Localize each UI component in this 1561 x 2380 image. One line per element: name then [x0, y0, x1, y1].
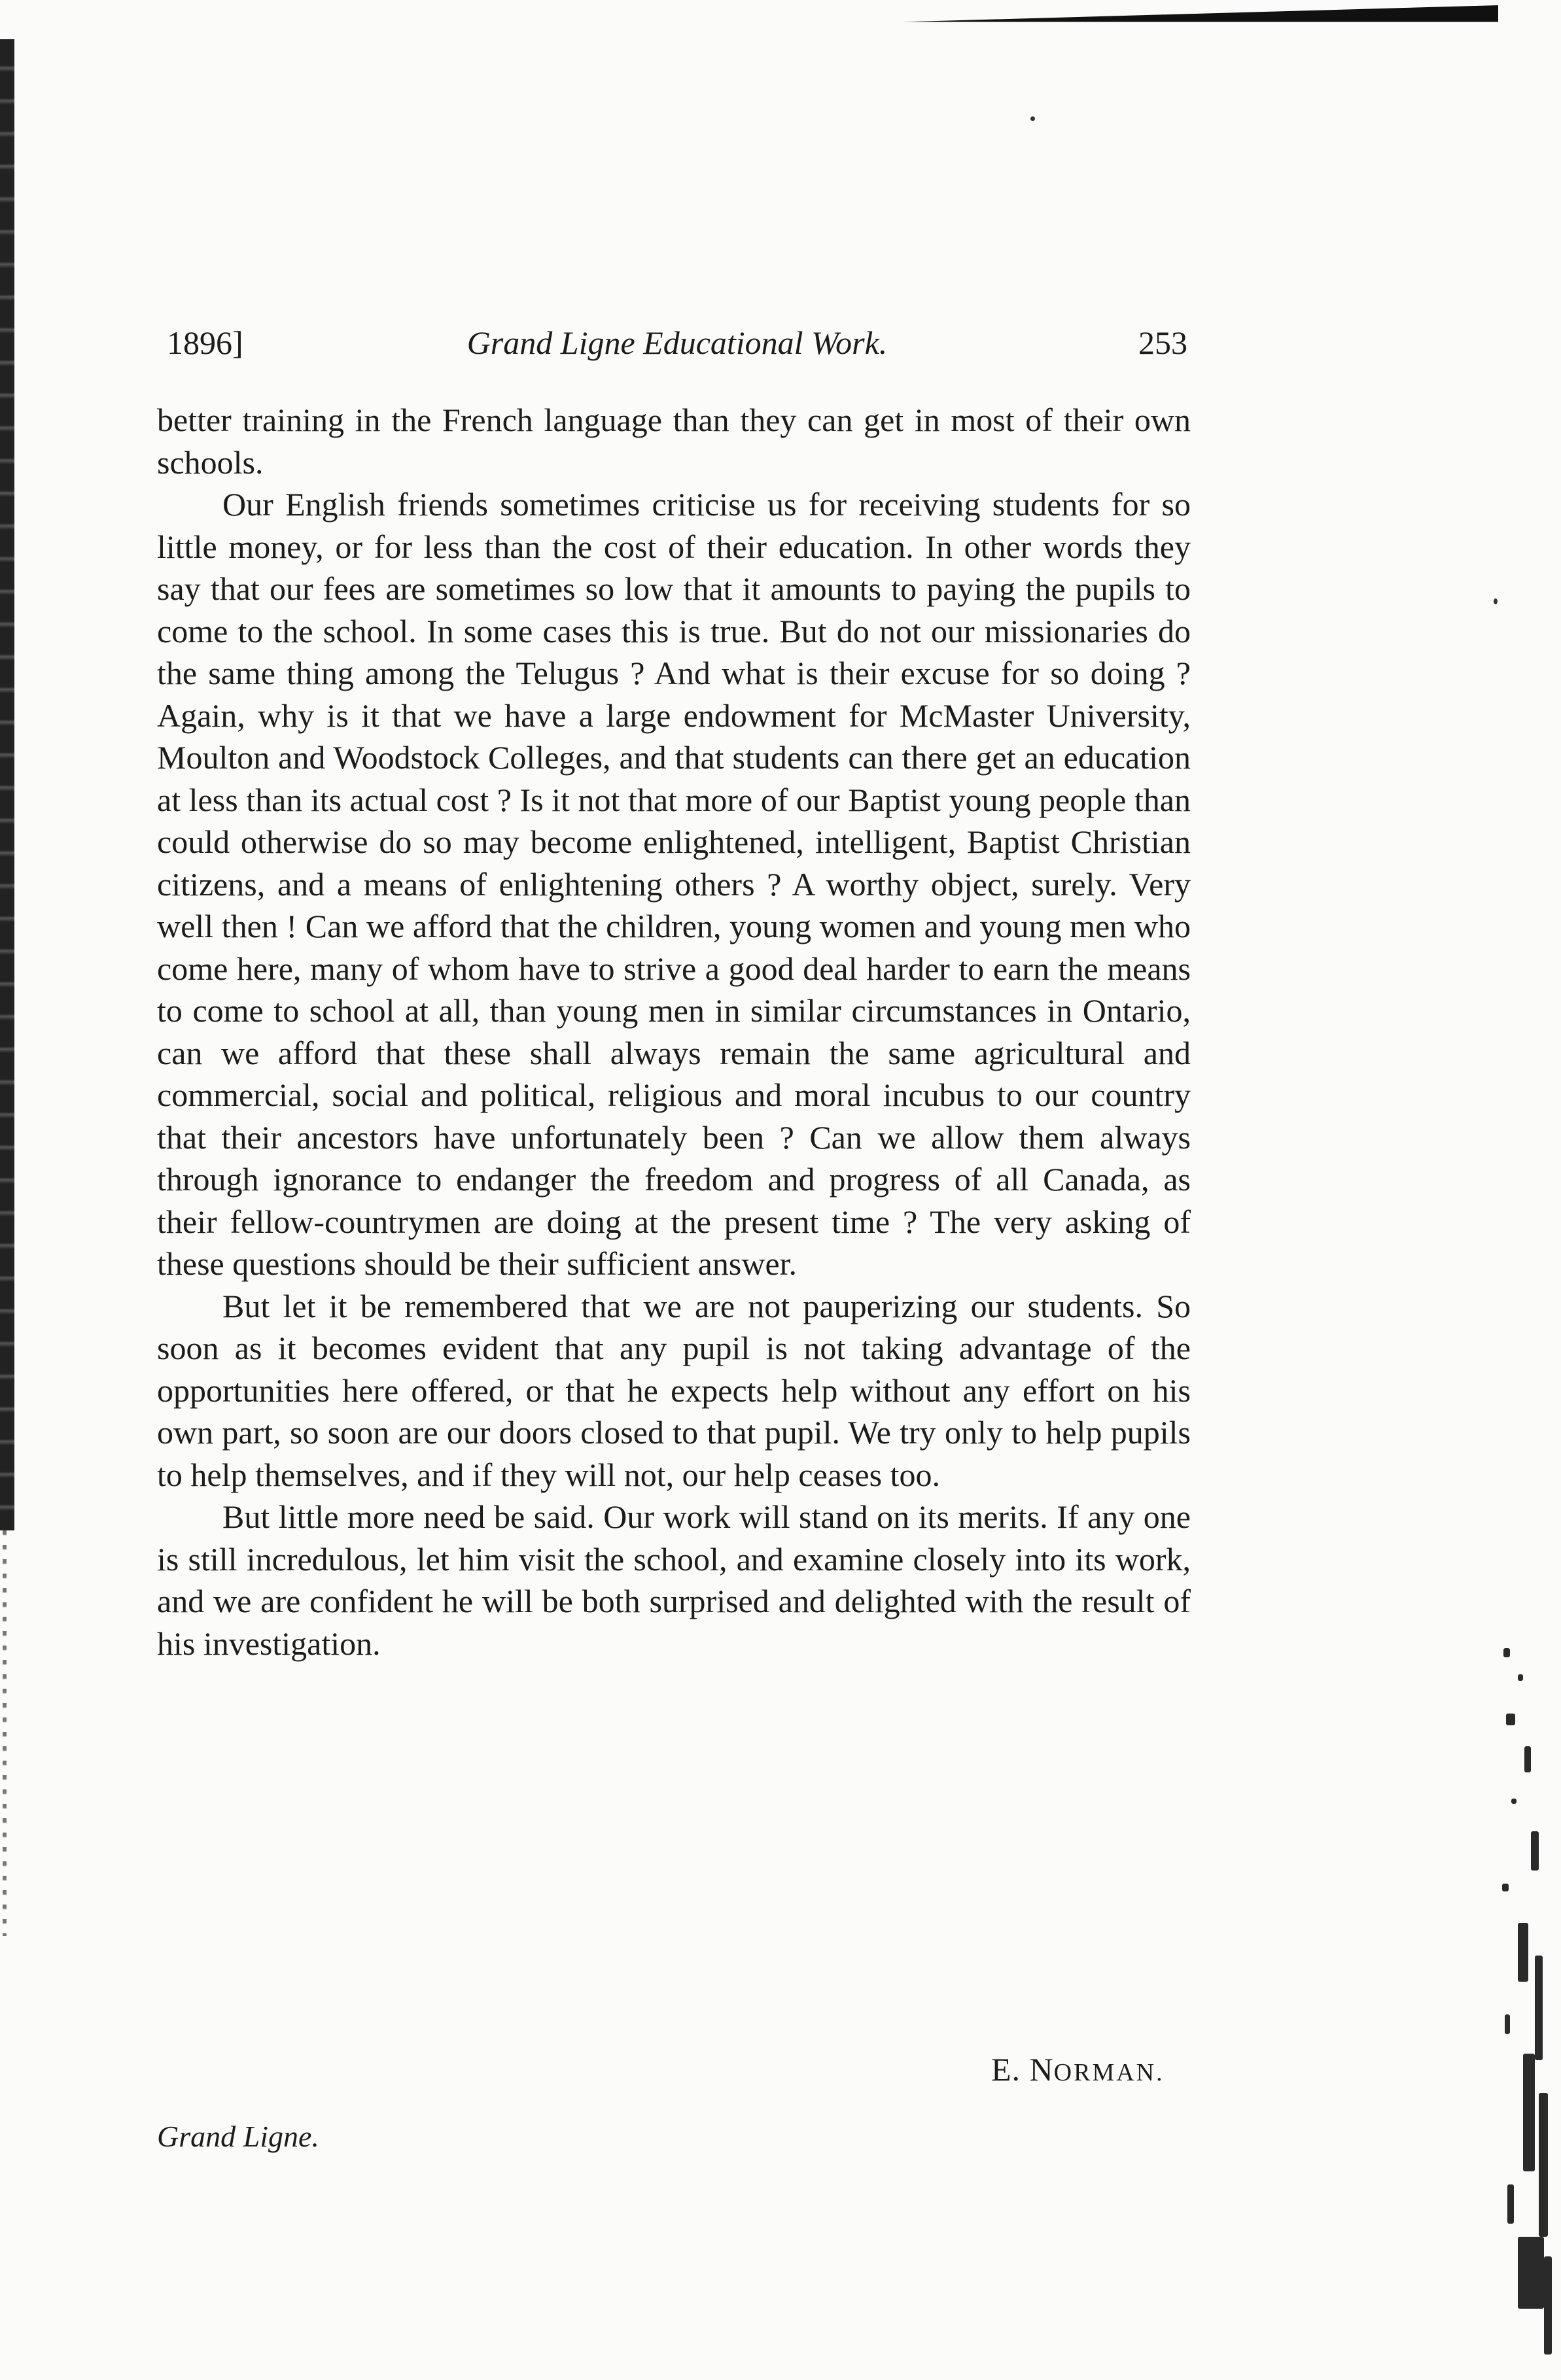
signature-surname: ORMAN.	[1053, 2059, 1165, 2086]
speck	[1494, 598, 1498, 604]
right-margin-specks	[1498, 1648, 1561, 2380]
paragraph-continued: better training in the French language than they can get in most of their own schools.	[157, 402, 1191, 481]
left-binding-edge	[0, 39, 14, 1530]
header-title: Grand Ligne Educational Work.	[466, 324, 888, 361]
signature-initial: E. N	[991, 2051, 1054, 2088]
left-edge-specks	[3, 1530, 7, 1936]
paragraph: But little more need be said. Our work will stand on its merits. If any one is still incredulous, let him visit the school, and examine closely into its work, and we are confident he will be both surprised and delighted with the result of his investigation.	[157, 1498, 1191, 1662]
author-signature	[991, 2050, 1165, 2088]
paragraph: But let it be remembered that we are not pauperizing our students. So soon as it becomes evident that any pupil is not taking advantage of the opportunities here offered, or that he expects help without any effort on his own part, so soon are our doors closed to that pupil. We try only to help pupils to help themselves, and if they will not, our help ceases too.	[157, 1287, 1191, 1493]
place-line: Grand Ligne.	[157, 2120, 319, 2153]
paragraph: Our English friends sometimes criticise us for receiving students for so little money, or for less than the cost of their education. In other words they say that our fees are sometimes so low that it amounts to paying the pupils to come to the school. In some cases this is true. But do not our missionaries do the same thing among the Telugus ? And what is their excuse for so doing ? Again, why is it that we have a large endowment for McMaster University, Moulton and Woodstock Colleges, and that students can there get an education at less than its actual cost ? Is it not that more of our Baptist young people than could otherwise do so may become enlightened, intelligent, Baptist Christian citizens, and a means of enlightening others ? A worthy object, surely. Very well then ! Can we afford that the children, young women and young men who come here, many of whom have to strive a good deal harder to earn the means to come to school at all, than young men in similar circumstances in Ontario, can we afford that these shall always remain the same agricultural and commercial, social and political, religious and moral incubus to our country that their ancestors have unfortunately been ? Can we allow them always through ignorance to endanger the freedom and progress of all Canada, as their fellow-countrymen are doing at the present time ? The very asking of these questions should be their sufficient answer.	[157, 486, 1191, 1282]
article-body	[157, 399, 1191, 1664]
page-number: 253	[1138, 324, 1187, 361]
speck	[1030, 116, 1035, 121]
header-year: 1896]	[167, 324, 243, 361]
running-head	[167, 324, 1187, 370]
top-rule-artifact	[746, 5, 1498, 35]
